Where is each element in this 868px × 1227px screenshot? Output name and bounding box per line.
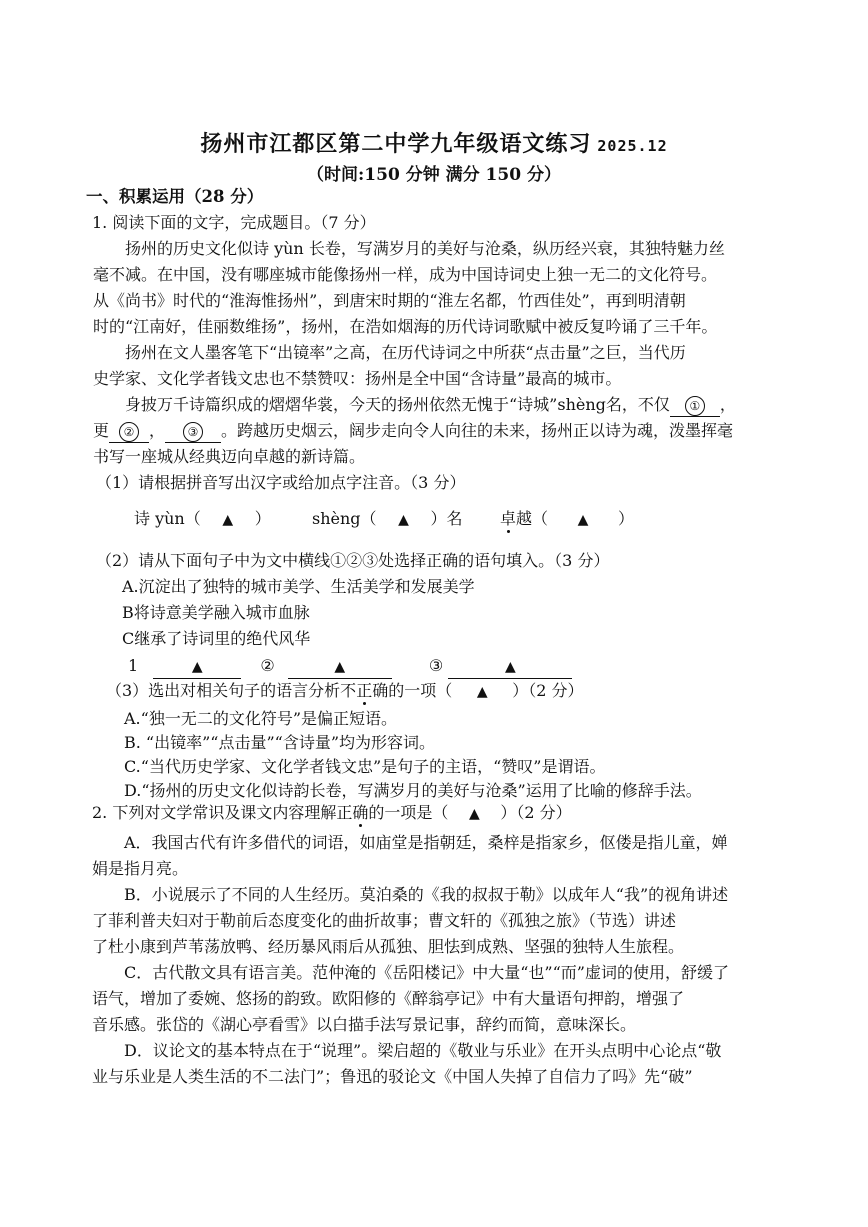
blank-2-mark: ② (119, 422, 139, 442)
exam-title (0, 127, 868, 158)
pinyin-item-1 (134, 508, 271, 531)
passage-line: 时的“江南好，佳丽数维扬”，扬州，在浩如烟海的历代诗词歌赋中被反复吟诵了三千年。 (93, 317, 718, 336)
blank-label: 1 (128, 656, 139, 675)
pinyin-item-label: 诗 yùn（ (134, 509, 201, 528)
option-a: A.沉淀出了独特的城市美学、生活美学和发展美学 (122, 577, 475, 596)
pinyin-item-2 (312, 508, 463, 531)
q2-option-line: 语气，增加了委婉、悠扬的韵致。欧阳修的《醉翁亭记》中有大量语句押韵，增强了 (92, 989, 685, 1008)
blank-3 (165, 420, 221, 443)
q2-option-line: D．议论文的基本特点在于“说理”。梁启超的《敬业与乐业》在开头点明中心论点“敬 (124, 1041, 722, 1060)
stem-text: 2. 下列对文学常识及课文内容理解正 (92, 803, 353, 822)
answer-mark: ▲ (577, 512, 589, 528)
blank-label: ② (260, 656, 275, 675)
answer-blank-2: ▲ (288, 656, 392, 679)
pinyin-item-close: ）名 (430, 509, 463, 528)
stem-text: ）（2 分） (512, 681, 584, 700)
exam-title-text: 扬州市江都区第二中学九年级语文练习 (200, 131, 592, 157)
pinyin-item-3 (500, 508, 634, 531)
answer-blank-3: ▲ (448, 656, 572, 679)
blank-2 (109, 420, 149, 443)
pinyin-item-close: ） (618, 509, 635, 528)
q2-option-line: B．小说展示了不同的人生经历。莫泊桑的《我的叔叔于勒》以成年人“我”的视角讲述 (124, 885, 729, 904)
passage-line: 书写一座城从经典迈向卓越的新诗篇。 (93, 447, 366, 466)
passage-text: 。跨越历史烟云，阔步走向令人向往的未来，扬州正以诗为魂，泼墨挥毫 (221, 421, 734, 440)
blank-3-mark: ③ (183, 422, 203, 442)
blank-1 (670, 394, 720, 417)
passage-line (93, 420, 733, 443)
sub-question-3-stem (106, 680, 584, 703)
answer-blank-row (128, 655, 572, 679)
dotted-char: 卓 (500, 509, 517, 528)
option-c: C继承了诗词里的绝代风华 (122, 629, 311, 648)
section-heading: 一、积累运用（28 分） (86, 187, 264, 206)
exam-subtitle: （时间:150 分钟 满分 150 分） (307, 165, 561, 185)
answer-mark: ▲ (476, 684, 488, 700)
passage-line: 从《尚书》时代的“淮海惟扬州”，到唐宋时期的“淮左名都，竹西佳处”，再到明清朝 (93, 291, 686, 310)
dotted-char: 正 (356, 681, 373, 700)
question-2-stem (92, 802, 572, 825)
pinyin-item-close: ） (254, 509, 271, 528)
option-d: D.“扬州的历史文化似诗韵长卷，写满岁月的美好与沧桑”运用了比喻的修辞手法。 (124, 781, 702, 800)
stem-text: 的一项是（ (368, 803, 449, 822)
stem-text: 确的一项（ (372, 681, 453, 700)
q2-option-line: 业与乐业是人类生活的不二法门”；鲁迅的驳论文《中国人失掉了自信力了吗》先“破” (92, 1067, 693, 1086)
answer-mark: ▲ (469, 806, 480, 822)
pinyin-item-label: shèng（ (312, 509, 377, 528)
passage-line (125, 394, 736, 417)
comma: ， (719, 395, 736, 414)
q2-option-line: C．古代散文具有语言美。范仲淹的《岳阳楼记》中大量“也”“而”虚词的使用，舒缓了 (124, 963, 729, 982)
answer-mark: ▲ (222, 512, 234, 528)
passage-line: 扬州在文人墨客笔下“出镜率”之高，在历代诗词之中所获“点击量”之巨，当代历 (125, 343, 686, 362)
passage-text: 身披万千诗篇织成的熠熠华裳，今天的扬州依然无愧于“诗城”shèng名，不仅 (125, 395, 670, 414)
answer-blank-1: ▲ (153, 656, 241, 679)
comma: ， (149, 421, 166, 440)
passage-line: 史学家、文化学者钱文忠也不禁赞叹：扬州是全中国“含诗量”最高的城市。 (93, 369, 622, 388)
option-b: B将诗意美学融入城市血脉 (122, 603, 310, 622)
q2-option-line: 娟是指月亮。 (92, 859, 189, 878)
stem-text: （3）选出对相关句子的语言分析不 (106, 681, 357, 700)
sub-question-1-stem: （1）请根据拼音写出汉字或给加点字注音。（3 分） (96, 473, 466, 492)
q2-option-line: 音乐感。张岱的《湖心亭看雪》以白描手法写景记事，辞约而简，意味深长。 (92, 1015, 637, 1034)
passage-text: 更 (93, 421, 110, 440)
exam-date: 2025.12 (597, 137, 668, 155)
stem-text: ）（2 分） (500, 803, 572, 822)
option-c: C.“当代历史学家、文化学者钱文忠”是句子的主语，“赞叹”是谓语。 (124, 757, 606, 776)
passage-line: 毫不减。在中国，没有哪座城市能像扬州一样，成为中国诗词史上独一无二的文化符号。 (93, 265, 718, 284)
option-a: A.“独一无二的文化符号”是偏正短语。 (124, 709, 398, 728)
blank-1-mark: ① (685, 396, 705, 416)
answer-mark: ▲ (398, 512, 409, 528)
passage-line: 扬州的历史文化似诗 yùn 长卷，写满岁月的美好与沧桑，纵历经兴衰，其独特魅力丝 (125, 239, 725, 258)
q2-option-line: 了菲利普夫妇对于勒前后态度变化的曲折故事；曹文轩的《孤独之旅》（节选）讲述 (92, 911, 677, 930)
pinyin-item-label: 越（ (516, 509, 549, 528)
blank-label: ③ (428, 656, 444, 675)
sub-question-2-stem: （2）请从下面句子中为文中横线①②③处选择正确的语句填入。（3 分） (96, 551, 610, 570)
option-b: B. “出镜率”“点击量”“含诗量”均为形容词。 (124, 733, 436, 752)
q2-option-line: 了杜小康到芦苇荡放鸭、经历暴风雨后从孤独、胆怯到成熟、坚强的独特人生旅程。 (92, 937, 685, 956)
dotted-char: 确 (352, 803, 369, 822)
q2-option-line: A．我国古代有许多借代的词语，如庙堂是指朝廷，桑梓是指家乡，伛偻是指儿童，婵 (124, 833, 728, 852)
question-1-stem: 1. 阅读下面的文字，完成题目。（7 分） (92, 213, 376, 232)
